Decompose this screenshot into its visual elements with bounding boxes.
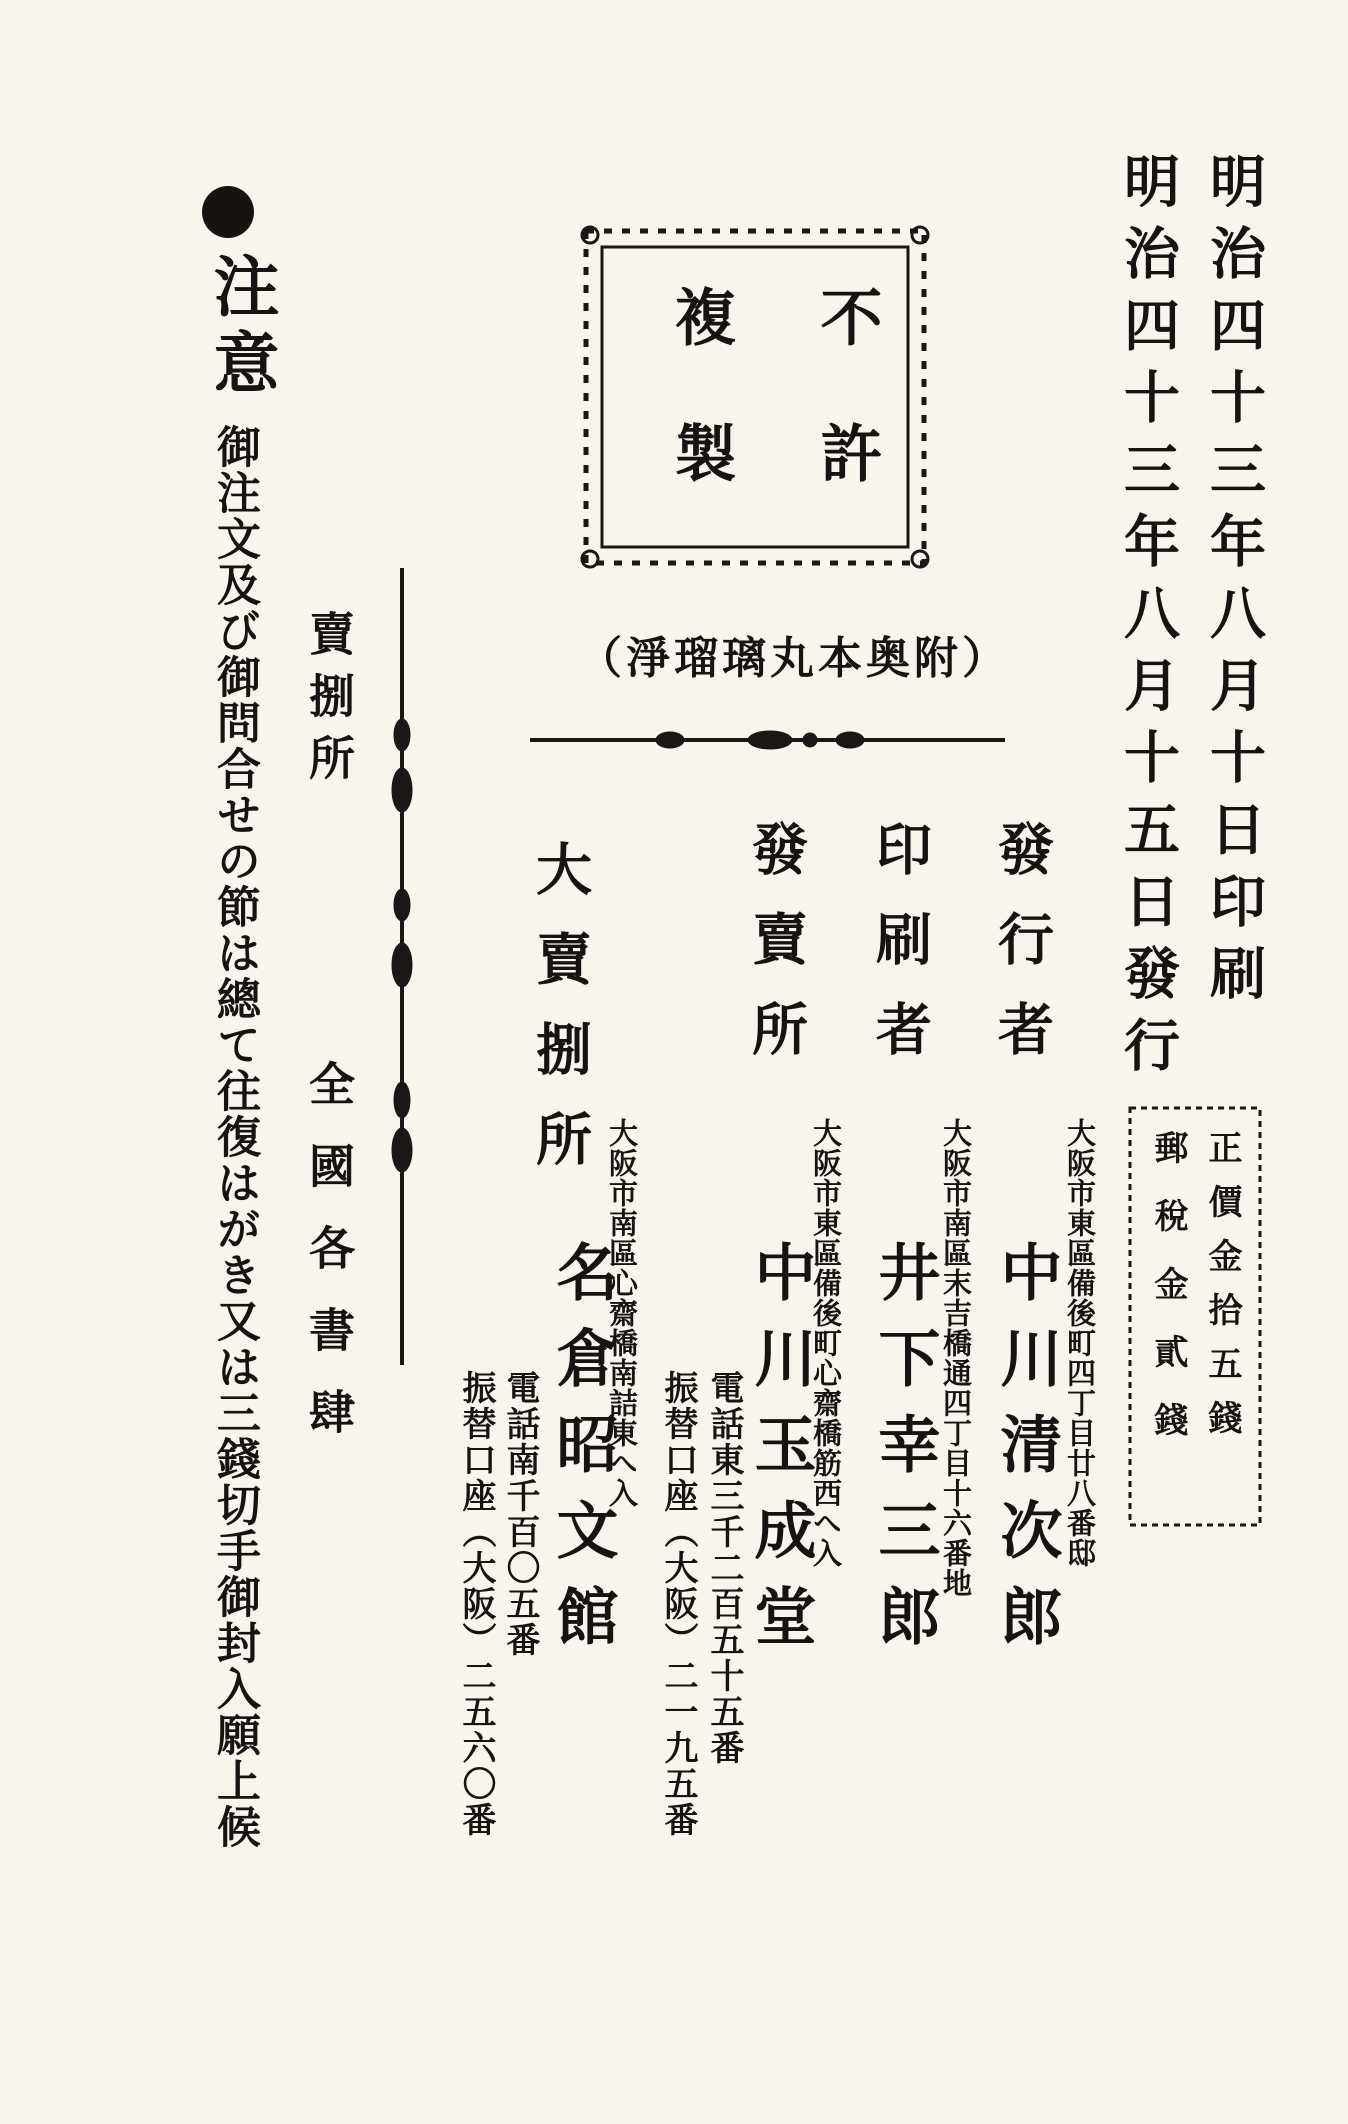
publish-date: 明治四十三年八月十五日發行 [1115, 152, 1181, 1088]
stamp-top-line: 不許 [810, 285, 883, 557]
seller-name: 中川玉成堂 [744, 1240, 817, 1670]
distributor-name: 全國各書肆 [302, 1060, 356, 1470]
notice-dot [202, 186, 254, 238]
printer-name: 井下幸三郎 [868, 1240, 941, 1670]
seller-phone: 電話東三千二百五十五番 [704, 1370, 744, 1766]
seller-role: 發賣所 [743, 820, 809, 1090]
publisher-role: 發行者 [989, 820, 1055, 1090]
publisher-address: 大阪市東區備後町四丁目廿八番邸 [1063, 1118, 1097, 1568]
subtitle: （淨瑠璃丸本奥附） [578, 633, 1010, 684]
publisher-name: 中川清次郎 [990, 1240, 1063, 1670]
notice-title: 注意 [202, 252, 280, 404]
main-agent-name: 名倉昭文館 [546, 1240, 619, 1670]
printer-address: 大阪市南區末吉橋通四丁目十六番地 [939, 1118, 973, 1598]
vertical-ornament-rule [392, 568, 412, 1365]
print-date: 明治四十三年八月十日印刷 [1201, 152, 1267, 1016]
main-agent-role: 大賣捌所 [527, 840, 593, 1200]
main-agent-transfer: 振替口座（大阪）二五六〇番 [456, 1370, 496, 1838]
list-price: 正價金拾五錢 [1202, 1130, 1242, 1454]
seller-address: 大阪市東區備後町心齋橋筋西へ入 [809, 1118, 843, 1568]
printer-role: 印刷者 [867, 820, 933, 1090]
main-agent-address: 大阪市南區心齋橋南詰東へ入 [605, 1118, 639, 1508]
distributor-role: 賣捌所 [302, 610, 356, 796]
stamp-bottom-line: 複製 [664, 285, 737, 557]
postage: 郵稅金貳錢 [1148, 1130, 1188, 1470]
horizontal-ornament-rule [530, 731, 1005, 749]
seller-transfer: 振替口座（大阪）二一九五番 [658, 1370, 698, 1838]
main-agent-phone: 電話南千百〇五番 [500, 1370, 540, 1658]
notice-body: 御注文及び御問合せの節は總て往復はがき又は三錢切手御封入願上候 [209, 424, 260, 1850]
